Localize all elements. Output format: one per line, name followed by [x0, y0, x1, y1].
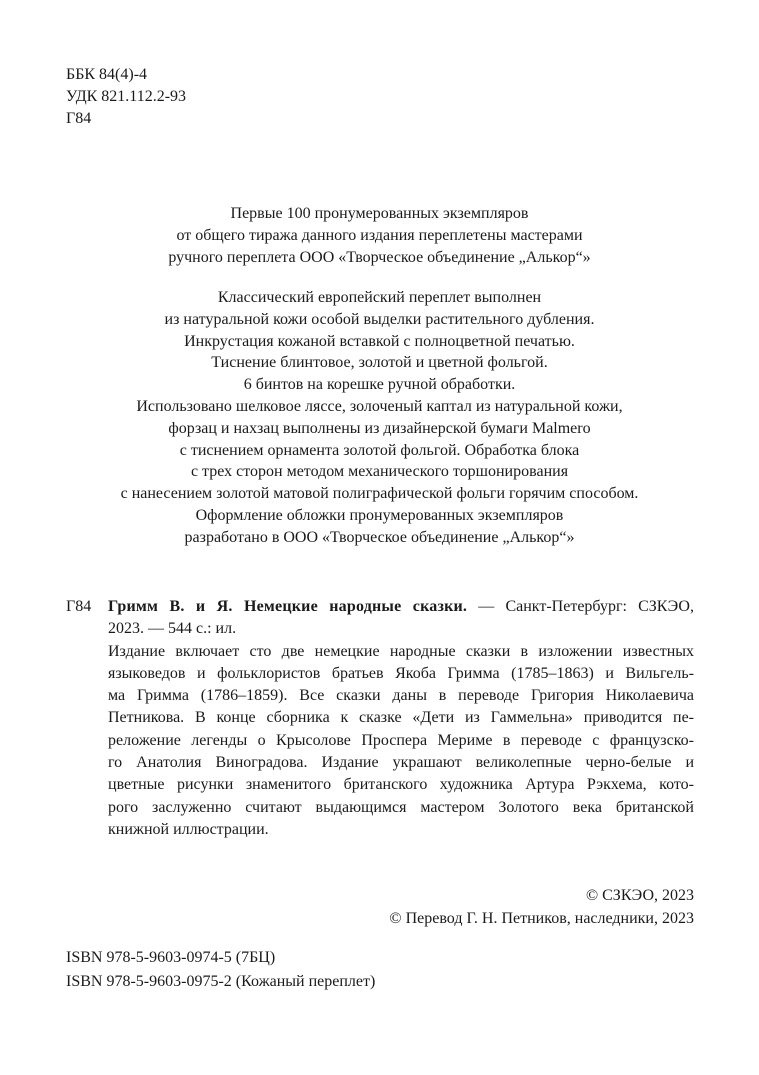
detail-line: с трех сторон методом механического торшонирования — [190, 463, 569, 481]
annotation-line: ма Гримма (1786–1859). Все сказки даны в переводе Григория Николаевича — [108, 687, 694, 705]
detail-line: Оформление обложки пронумерованных экземпляров — [195, 506, 564, 524]
note-line: Первые 100 пронумерованных экземпляров — [230, 205, 529, 222]
record-title-wrap — [108, 596, 694, 618]
record-year-pages: 2023. — 544 с.: ил. — [108, 620, 237, 638]
annotation-line: цветные рисунки знаменитого британского художника Артура Рэкхема, кото- — [108, 776, 694, 794]
detail-line: из натуральной кожи особой выделки растительного дубления. — [164, 310, 595, 328]
detail-line: Тиснение блинтовое, золотой и цветной фольгой. — [211, 354, 548, 372]
detail-line: с тиснением орнамента золотой фольгой. Обработка блока — [179, 441, 580, 459]
detail-line: Классический европейский переплет выполнен — [217, 289, 542, 306]
annotation-line: Издание включает сто две немецкие народные сказки в изложении известных — [108, 642, 694, 660]
copyright-translation: © Перевод Г. Н. Петников, наследники, 2023 — [389, 910, 694, 927]
annotation-line: Петникова. В конце сборника к сказке «Дети из Гаммельна» приводится пе- — [108, 709, 694, 727]
record-publisher: — Санкт-Петербург: СЗКЭО, — [467, 598, 694, 615]
copyright-publisher: © СЗКЭО, 2023 — [585, 887, 694, 904]
bbk-code: ББК 84(4)-4 — [66, 66, 148, 83]
bibliographic-record — [66, 596, 694, 841]
isbn-list — [66, 946, 375, 994]
record-author-mark: Г84 — [66, 598, 92, 615]
isbn-line: ISBN 978-5-9603-0974-5 (7БЦ) — [66, 949, 276, 966]
numbered-copies-note — [40, 203, 719, 268]
copyright-notices — [389, 884, 694, 930]
note-line: от общего тиража данного издания переплетены мастерами — [176, 226, 583, 244]
detail-line: Использовано шелковое ляссе, золоченый каптал из натуральной кожи, — [136, 397, 623, 415]
detail-line: форзац и нахзац выполнены из дизайнерской бумаги Malmero — [168, 419, 591, 437]
detail-line: 6 бинтов на корешке ручной обработки. — [243, 376, 516, 394]
annotation-line: рого заслуженно считают выдающимся мастером Золотого века британской — [108, 798, 694, 816]
detail-line: с нанесением золотой матовой полиграфической фольги горячим способом. — [120, 485, 639, 503]
detail-line: разработано в ООО «Творческое объединение „Алькор“» — [184, 528, 575, 546]
annotation-line: реложение легенды о Крысолове Проспера Мериме в переводе с французско- — [108, 731, 694, 749]
annotation-line: книжной иллюстрации. — [108, 820, 269, 838]
record-heading-line — [66, 596, 694, 618]
binding-details — [40, 287, 719, 549]
annotation-line: языковедов и фольклористов братьев Якоба Гримма (1785–1863) и Вильгель- — [108, 664, 694, 682]
isbn-line: ISBN 978-5-9603-0975-2 (Кожаный переплет) — [66, 973, 376, 990]
note-line: ручного переплета ООО «Творческое объединение „Алькор“» — [168, 248, 591, 266]
detail-line: Инкрустация кожаной вставкой с полноцветной печатью. — [184, 332, 575, 350]
udk-code: УДК 821.112.2-93 — [66, 88, 187, 105]
record-title: Гримм В. и Я. Немецкие народные сказки. — [108, 598, 468, 615]
author-mark: Г84 — [66, 110, 92, 127]
annotation-line: го Анатолия Виноградова. Издание украшают великолепные черно-белые и — [108, 754, 694, 772]
classification-codes — [66, 64, 186, 130]
